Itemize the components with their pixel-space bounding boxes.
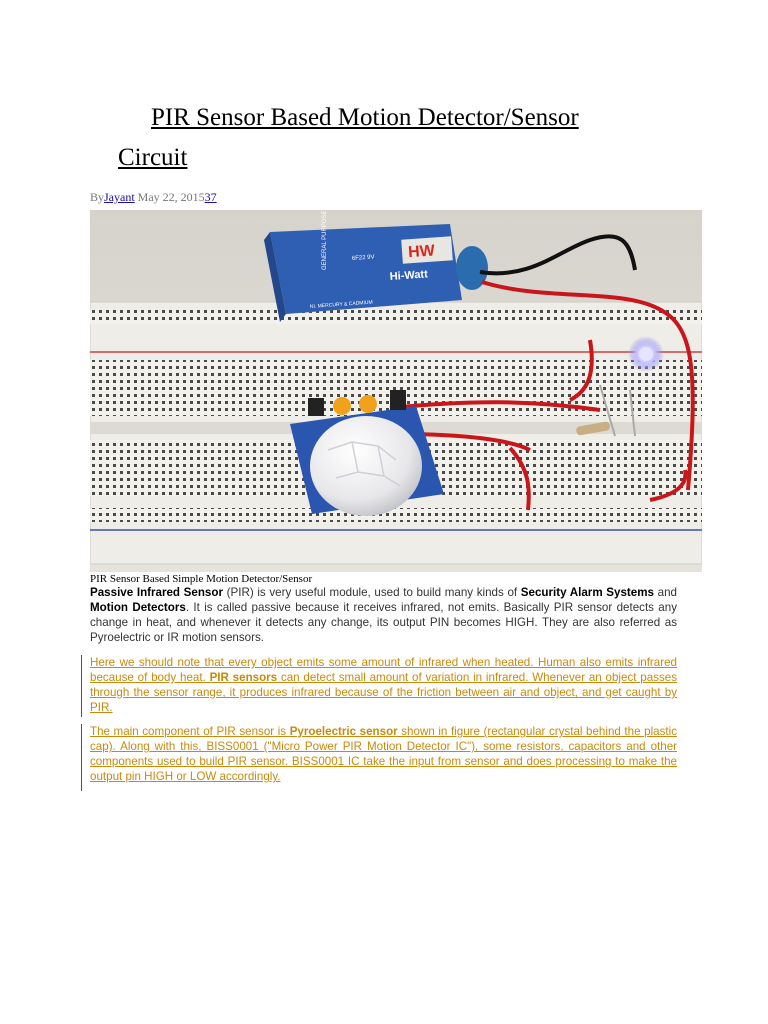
quote-bar-1 [81, 655, 82, 717]
paragraph-main-component [90, 724, 677, 784]
byline-prefix: By [90, 190, 105, 204]
battery-side-text: GENERAL PURPOSE [322, 210, 328, 270]
battery-bottom-text: NI. MERCURY & CADMIUM [309, 299, 373, 310]
paragraph-intro [90, 585, 677, 645]
quote-bar-2 [81, 724, 82, 791]
para3-text-1: The main component of PIR sensor is [90, 725, 290, 738]
term-motion-detectors: Motion Detectors [90, 601, 186, 614]
para1-text-1: (PIR) is very useful module, used to build many kinds of [222, 586, 521, 599]
image-caption: PIR Sensor Based Simple Motion Detector/Sensor [90, 573, 313, 585]
term-security-alarm-systems: Security Alarm Systems [520, 586, 654, 599]
title-line-1: PIR Sensor Based Motion Detector/Sensor [151, 104, 579, 131]
battery-model: Hi-Watt [389, 268, 429, 283]
battery-spec: 6F22 9V [351, 254, 375, 262]
title-line-2: Circuit [118, 144, 188, 171]
term-passive-infrared-sensor: Passive Infrared Sensor [90, 586, 223, 599]
term-pir-sensors: PIR sensors [209, 671, 278, 684]
battery-brand: HW [407, 242, 436, 262]
para2-text-1: Here we should note that every object emits some amount of infrared when heated. Human also emits infrared because of body heat. [90, 656, 677, 684]
para2-text-2: can detect small amount of variation in infrared. Whenever an object passes through the sensor range, it produces infrared because of the friction between air and object, and get caught by PIR. [90, 671, 677, 714]
comments-count-link[interactable]: 37 [204, 190, 217, 204]
article-title [118, 98, 678, 178]
author-link[interactable]: Jayant [104, 190, 135, 204]
para1-text-3: . It is called passive because it receives infrared, not emits. Basically PIR sensor detects any change in heat, and whenever it detects any change, its output PIN becomes HIGH. They are also referred as Pyroelectric or IR motion sensors. [90, 601, 678, 644]
byline [90, 190, 217, 205]
circuit-photo [90, 210, 702, 572]
paragraph-infrared-note [90, 655, 677, 715]
para3-text-2: shown in figure (rectangular crystal behind the plastic cap). Along with this, BISS0001 ("Micro Power PIR Motion Detector IC"), some resistors, capacitors and other components used to build PIR sensor. BISS0001 IC take the input from sensor and does processing to make the output pin HIGH or LOW accordingly. [90, 725, 677, 783]
publish-date: May 22, 2015 [134, 190, 205, 204]
para1-text-2: and [653, 586, 677, 599]
term-pyroelectric-sensor: Pyroelectric sensor [289, 725, 398, 738]
